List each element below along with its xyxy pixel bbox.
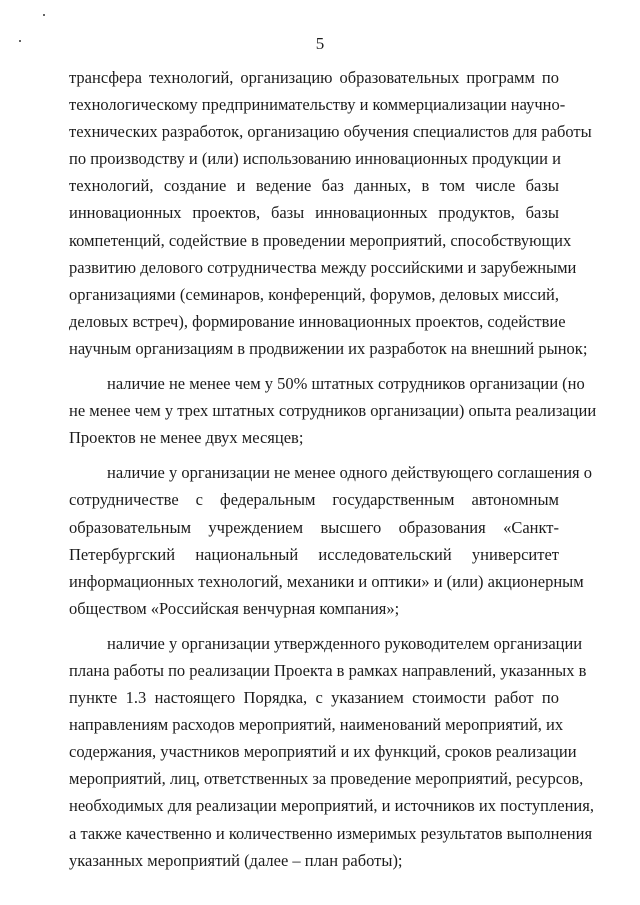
text-line: технологическому предпринимательству и коммерциализации научно- <box>69 95 566 115</box>
text-line: по производству и (или) использованию инновационных продукции и <box>69 149 561 169</box>
paragraph <box>69 459 593 622</box>
text-line: направлениям расходов мероприятий, наименований мероприятий, их <box>69 715 564 735</box>
text-line: указанных мероприятий (далее – план работы); <box>69 850 403 870</box>
text-line: трансфера технологий, организацию образовательных программ по <box>69 68 559 87</box>
text-line: необходимых для реализации мероприятий, и источников их поступления, <box>69 796 594 816</box>
text-line: наличие у организации не менее одного действующего соглашения о <box>107 463 593 483</box>
text-line: мероприятий, лиц, ответственных за проведение мероприятий, ресурсов, <box>69 769 584 789</box>
document-body <box>69 64 597 874</box>
text-line: пункте 1.3 настоящего Порядка, с указанием стоимости работ по <box>69 688 559 708</box>
text-line: содержания, участников мероприятий и их функций, сроков реализации <box>69 742 577 762</box>
text-line: технологий, создание и ведение баз данных, в том числе базы <box>69 176 559 196</box>
text-line: Петербургский национальный исследовательский университет <box>69 544 559 564</box>
text-line: а также качественно и количественно измеримых результатов выполнения <box>69 823 593 843</box>
page-number: 5 <box>315 34 325 53</box>
text-line: информационных технологий, механики и оптики» и (или) акционерным <box>69 571 584 591</box>
scan-speck <box>43 14 45 16</box>
text-line: деловых встреч), формирование инновационных проектов, содействие <box>69 311 566 331</box>
text-line: плана работы по реализации Проекта в рамках направлений, указанных в <box>69 660 587 680</box>
paragraph <box>69 370 597 451</box>
text-line: наличие не менее чем у 50% штатных сотрудников организации (но <box>107 374 585 394</box>
text-line: обществом «Российская венчурная компания»; <box>69 598 400 618</box>
text-line: образовательным учреждением высшего образования «Санкт- <box>69 517 559 537</box>
text-line: организациями (семинаров, конференций, форумов, деловых миссий, <box>69 284 559 304</box>
text-line: сотрудничестве с федеральным государственным автономным <box>69 490 559 510</box>
paragraph <box>69 64 592 362</box>
text-line: развитию делового сотрудничества между российскими и зарубежными <box>69 257 577 277</box>
paragraph <box>69 630 594 874</box>
text-line: наличие у организации утвержденного руководителем организации <box>107 633 583 653</box>
text-line: инновационных проектов, базы инновационных продуктов, базы <box>69 203 559 223</box>
text-line: Проектов не менее двух месяцев; <box>69 428 304 448</box>
text-line: научным организациям в продвижении их разработок на внешний рынок; <box>69 338 588 358</box>
text-line: не менее чем у трех штатных сотрудников организации) опыта реализации <box>69 401 597 421</box>
text-line: технических разработок, организацию обучения специалистов для работы <box>69 122 592 142</box>
text-line: компетенций, содействие в проведении мероприятий, способствующих <box>69 230 572 250</box>
